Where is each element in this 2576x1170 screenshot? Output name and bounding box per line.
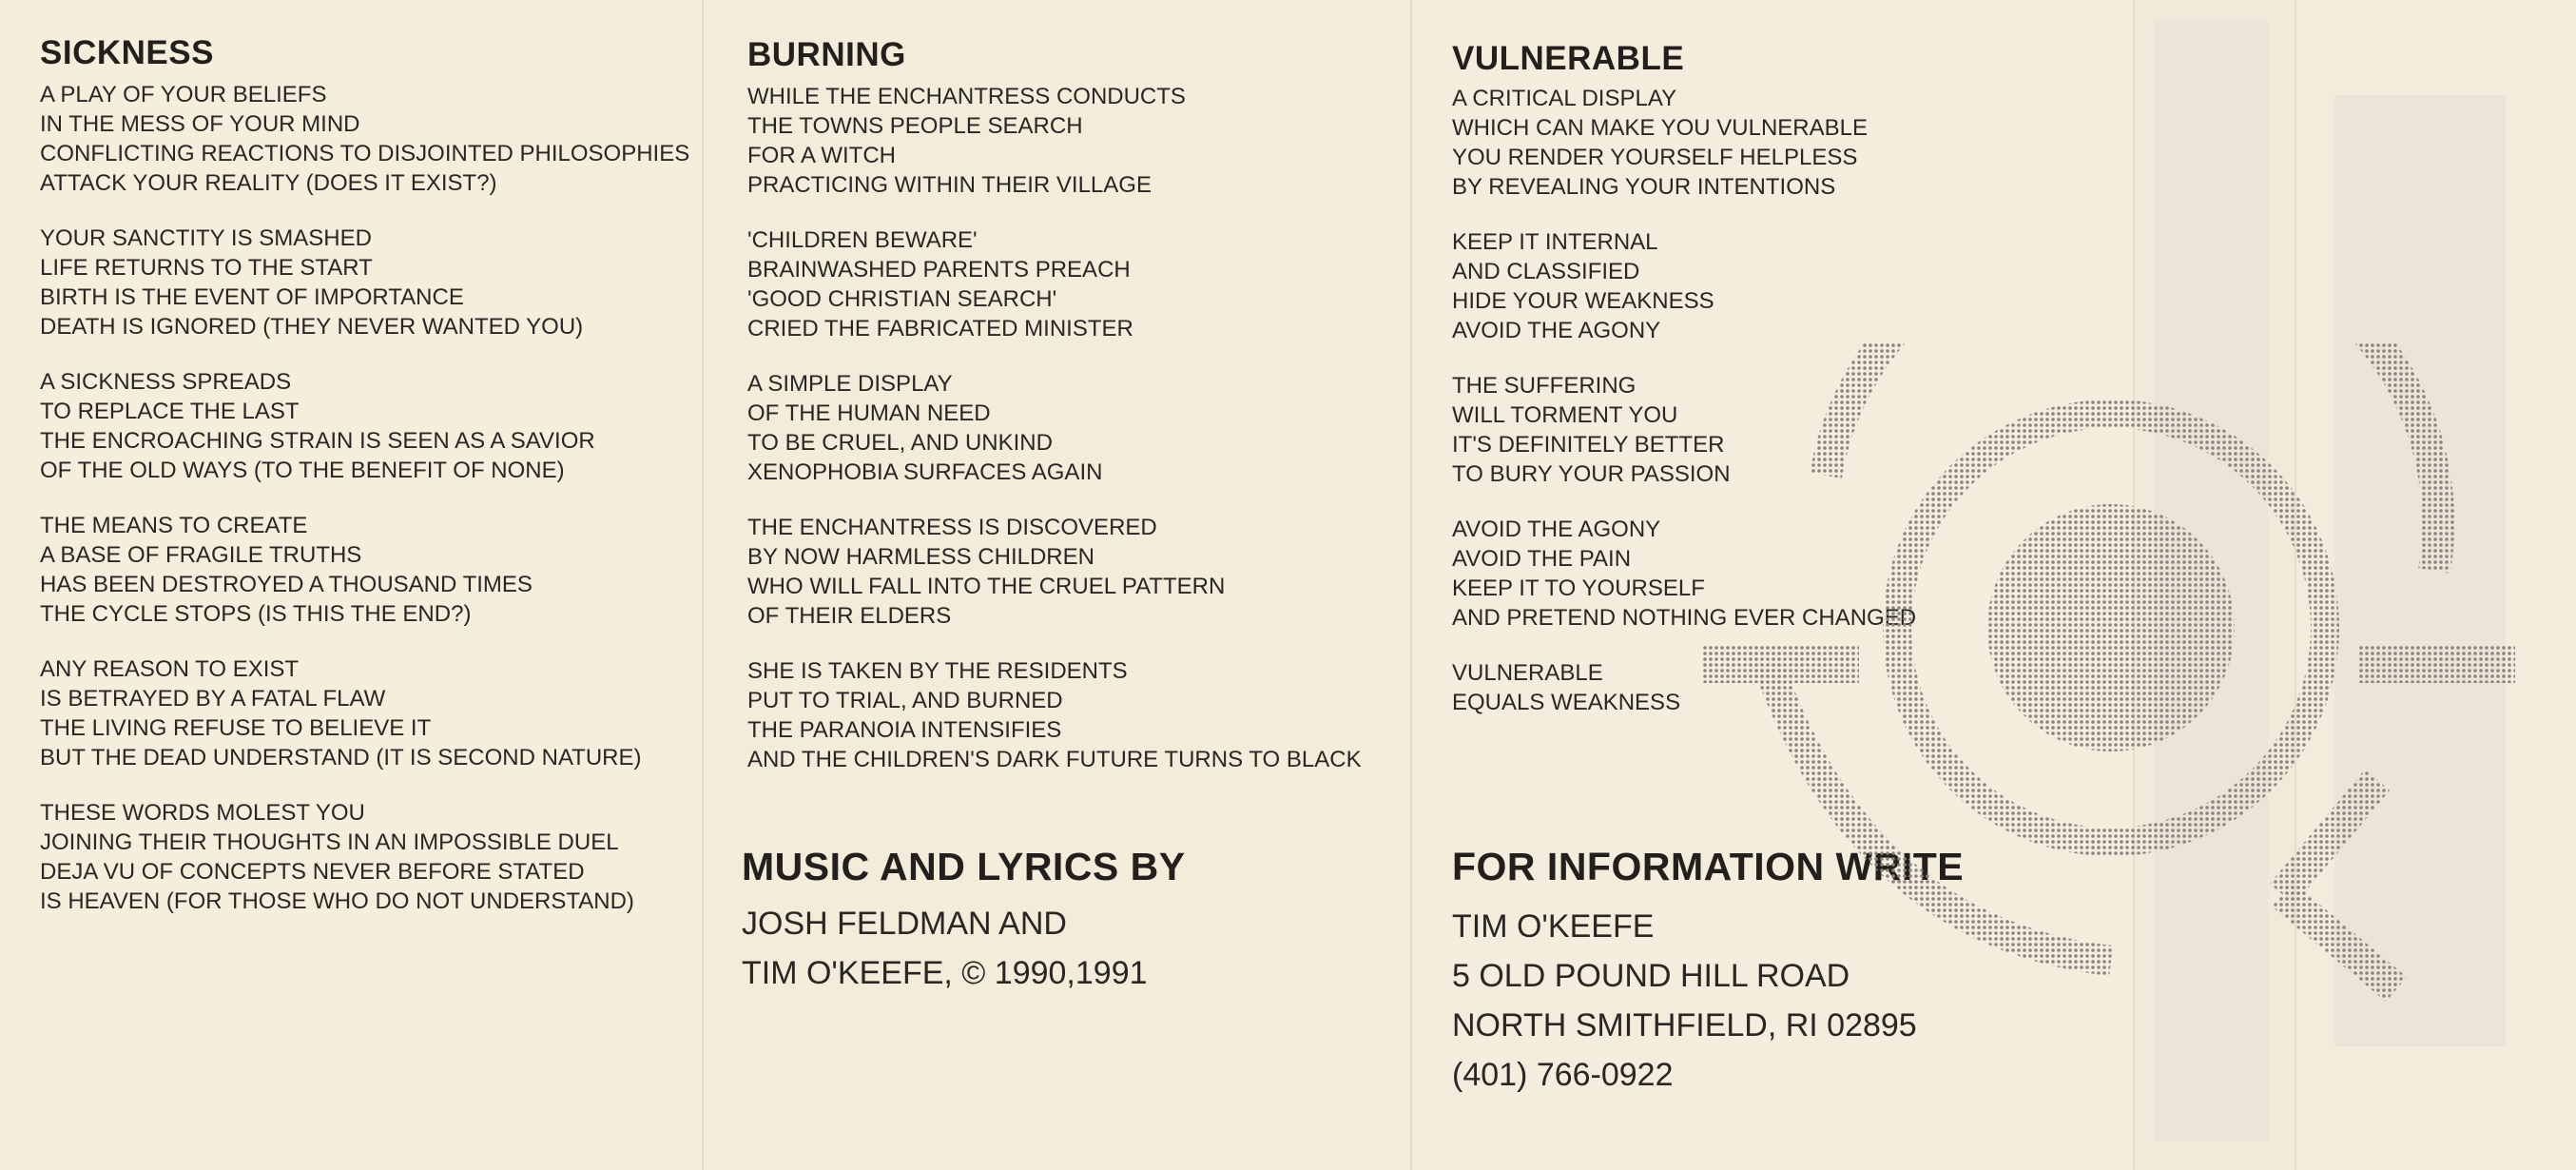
lyric-line: THE PARANOIA INTENSIFIES [747, 717, 1062, 743]
lyric-line: A PLAY OF YOUR BELIEFS [40, 82, 327, 107]
lyric-line: JOINING THEIR THOUGHTS IN AN IMPOSSIBLE DUEL [40, 829, 619, 855]
lyric-line: YOU RENDER YOURSELF HELPLESS [1452, 145, 1858, 170]
lyric-line: A SICKNESS SPREADS [40, 369, 292, 395]
lyric-line: A SIMPLE DISPLAY [747, 371, 953, 397]
stanza-break [747, 200, 1362, 225]
lyric-line: CONFLICTING REACTIONS TO DISJOINTED PHILOSOPHIES [40, 141, 690, 166]
lyric-line: 'GOOD CHRISTIAN SEARCH' [747, 286, 1057, 312]
lyric-line: HIDE YOUR WEAKNESS [1452, 288, 1714, 314]
lyric-line: BY REVEALING YOUR INTENTIONS [1452, 174, 1836, 200]
lyric-line: NORTH SMITHFIELD, RI 02895 [1452, 1007, 1917, 1043]
lyric-line: AVOID THE AGONY [1452, 517, 1661, 542]
vulnerable-title: VULNERABLE [1452, 40, 1685, 77]
lyric-line: OF THE HUMAN NEED [747, 400, 991, 426]
lyric-line: YOUR SANCTITY IS SMASHED [40, 225, 372, 251]
lyric-line: THE CYCLE STOPS (IS THIS THE END?) [40, 601, 472, 627]
credits-title: MUSIC AND LYRICS BY [742, 845, 1186, 888]
lyric-line: A CRITICAL DISPLAY [1452, 86, 1677, 111]
lyric-line: AVOID THE AGONY [1452, 318, 1661, 343]
lyric-line: FOR A WITCH [747, 143, 896, 168]
lyric-line: AND THE CHILDREN'S DARK FUTURE TURNS TO BLACK [747, 747, 1362, 772]
lyric-line: WHILE THE ENCHANTRESS CONDUCTS [747, 84, 1186, 109]
lyric-line: TO BE CRUEL, AND UNKIND [747, 430, 1053, 456]
lyric-line: OF THE OLD WAYS (TO THE BENEFIT OF NONE) [40, 458, 565, 483]
stanza-break [40, 198, 689, 224]
lyric-line: A BASE OF FRAGILE TRUTHS [40, 542, 362, 568]
lyric-line: VULNERABLE [1452, 660, 1603, 686]
burning-lyrics [747, 82, 1362, 774]
logo-diagonal-bar-2 [2282, 894, 2396, 989]
lyric-line: THE ENCHANTRESS IS DISCOVERED [747, 515, 1157, 540]
lyric-line: IS HEAVEN (FOR THOSE WHO DO NOT UNDERSTAND) [40, 888, 634, 914]
lyric-line: HAS BEEN DESTROYED A THOUSAND TIMES [40, 572, 533, 597]
stanza-break [40, 485, 689, 511]
lyric-line: THE ENCROACHING STRAIN IS SEEN AS A SAVIOR [40, 428, 595, 454]
lyric-line: THE LIVING REFUSE TO BELIEVE IT [40, 715, 432, 741]
stanza-break [40, 629, 689, 654]
circular-target-logo-icon [1674, 342, 2529, 1008]
lyric-line: AVOID THE PAIN [1452, 546, 1632, 572]
logo-right-bar [2358, 645, 2515, 683]
lyric-line: WHO WILL FALL INTO THE CRUEL PATTERN [747, 574, 1226, 599]
lyric-line: SHE IS TAKEN BY THE RESIDENTS [747, 658, 1128, 684]
lyric-line: PUT TO TRIAL, AND BURNED [747, 688, 1063, 713]
lyric-line: THESE WORDS MOLEST YOU [40, 800, 365, 826]
stanza-break [747, 343, 1362, 369]
lyric-line: XENOPHOBIA SURFACES AGAIN [747, 459, 1103, 485]
panel-sickness [0, 0, 702, 1170]
stanza-break [1452, 202, 1916, 227]
lyric-line: BIRTH IS THE EVENT OF IMPORTANCE [40, 284, 464, 310]
lyric-line: TIM O'KEEFE [1452, 908, 1655, 945]
lyric-line: IN THE MESS OF YOUR MIND [40, 111, 360, 137]
lyric-line: EQUALS WEAKNESS [1452, 690, 1681, 715]
lyric-line: BY NOW HARMLESS CHILDREN [747, 544, 1094, 570]
lyric-line: CRIED THE FABRICATED MINISTER [747, 316, 1133, 341]
sickness-lyrics [40, 80, 689, 916]
lyric-line: AND CLASSIFIED [1452, 259, 1640, 284]
lyric-line: ANY REASON TO EXIST [40, 656, 300, 682]
lyric-line: WHICH CAN MAKE YOU VULNERABLE [1452, 115, 1868, 141]
contact-title: FOR INFORMATION WRITE [1452, 845, 1965, 888]
lyric-line: WILL TORMENT YOU [1452, 402, 1678, 428]
stanza-break [747, 487, 1362, 513]
lyric-line: THE MEANS TO CREATE [40, 513, 308, 538]
lyric-line: IS BETRAYED BY A FATAL FLAW [40, 686, 386, 712]
lyric-line: KEEP IT TO YOURSELF [1452, 575, 1705, 601]
burning-title: BURNING [747, 36, 906, 73]
lyric-line: DEATH IS IGNORED (THEY NEVER WANTED YOU) [40, 314, 584, 340]
panel-burning [702, 0, 1412, 1170]
stanza-break [40, 772, 689, 798]
lyric-line: THE SUFFERING [1452, 373, 1637, 399]
lyric-line: 5 OLD POUND HILL ROAD [1452, 958, 1850, 994]
sickness-title: SICKNESS [40, 34, 214, 71]
lyric-line: BRAINWASHED PARENTS PREACH [747, 257, 1131, 283]
logo-diagonal-bar [2282, 780, 2377, 894]
lyric-line: TIM O'KEEFE, © 1990,1991 [742, 955, 1148, 991]
lyric-line: OF THEIR ELDERS [747, 603, 952, 629]
lyric-line: KEEP IT INTERNAL [1452, 229, 1658, 255]
lyric-line: TO BURY YOUR PASSION [1452, 461, 1731, 487]
stanza-break [747, 631, 1362, 656]
lyric-line: THE TOWNS PEOPLE SEARCH [747, 113, 1083, 139]
lyric-line: JOSH FELDMAN AND [742, 906, 1067, 942]
lyric-line: PRACTICING WITHIN THEIR VILLAGE [747, 172, 1152, 198]
logo-center-disc [1987, 504, 2235, 751]
lyric-line: TO REPLACE THE LAST [40, 399, 300, 424]
lyric-line: BUT THE DEAD UNDERSTAND (IT IS SECOND NATURE) [40, 745, 642, 770]
stanza-break [40, 341, 689, 367]
lyric-line: (401) 766-0922 [1452, 1057, 1674, 1093]
credits-lines [742, 899, 1148, 998]
lyric-line: 'CHILDREN BEWARE' [747, 227, 978, 253]
lyric-line: AND PRETEND NOTHING EVER CHANGED [1452, 605, 1917, 631]
lyric-line: LIFE RETURNS TO THE START [40, 255, 373, 281]
lyric-line: IT'S DEFINITELY BETTER [1452, 432, 1725, 458]
lyric-line: DEJA VU OF CONCEPTS NEVER BEFORE STATED [40, 859, 585, 885]
lyric-line: ATTACK YOUR REALITY (DOES IT EXIST?) [40, 170, 497, 196]
